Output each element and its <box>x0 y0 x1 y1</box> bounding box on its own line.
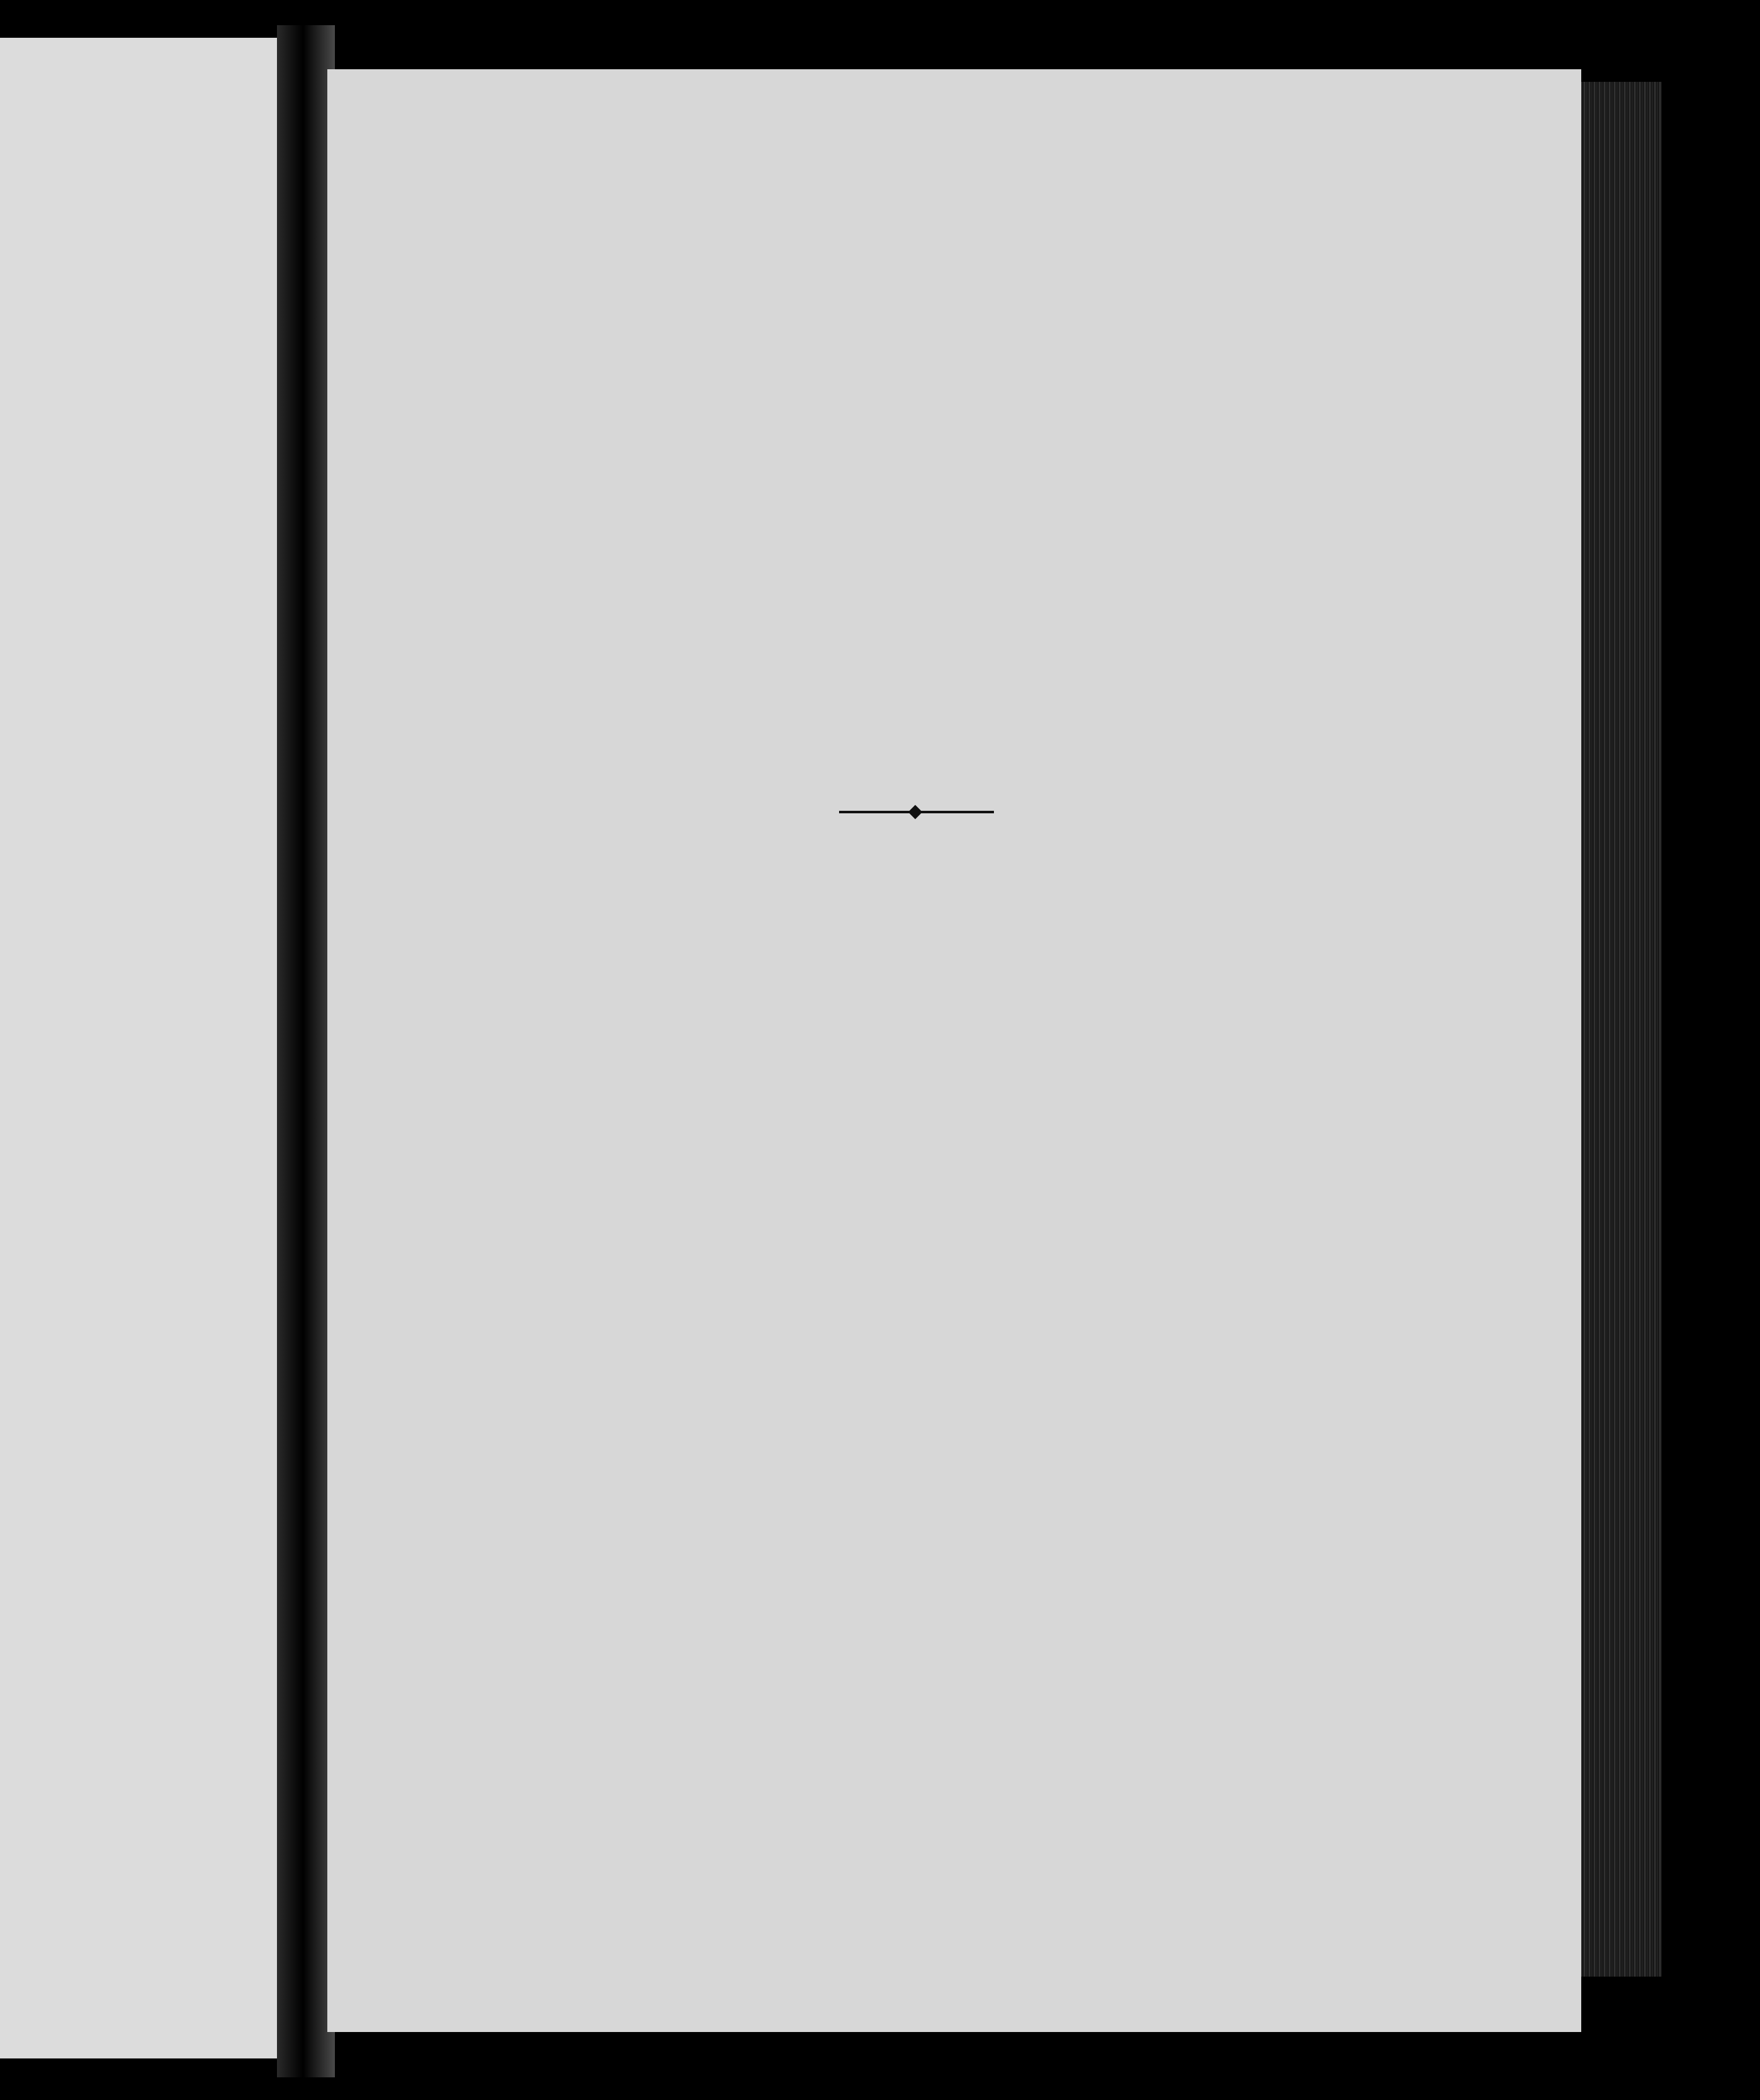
page-edges <box>1581 82 1662 1977</box>
book-gutter <box>277 25 335 2077</box>
section-ornament <box>839 806 994 818</box>
right-page <box>327 69 1581 2032</box>
left-page <box>0 38 295 2058</box>
ornament-diamond <box>908 805 923 820</box>
